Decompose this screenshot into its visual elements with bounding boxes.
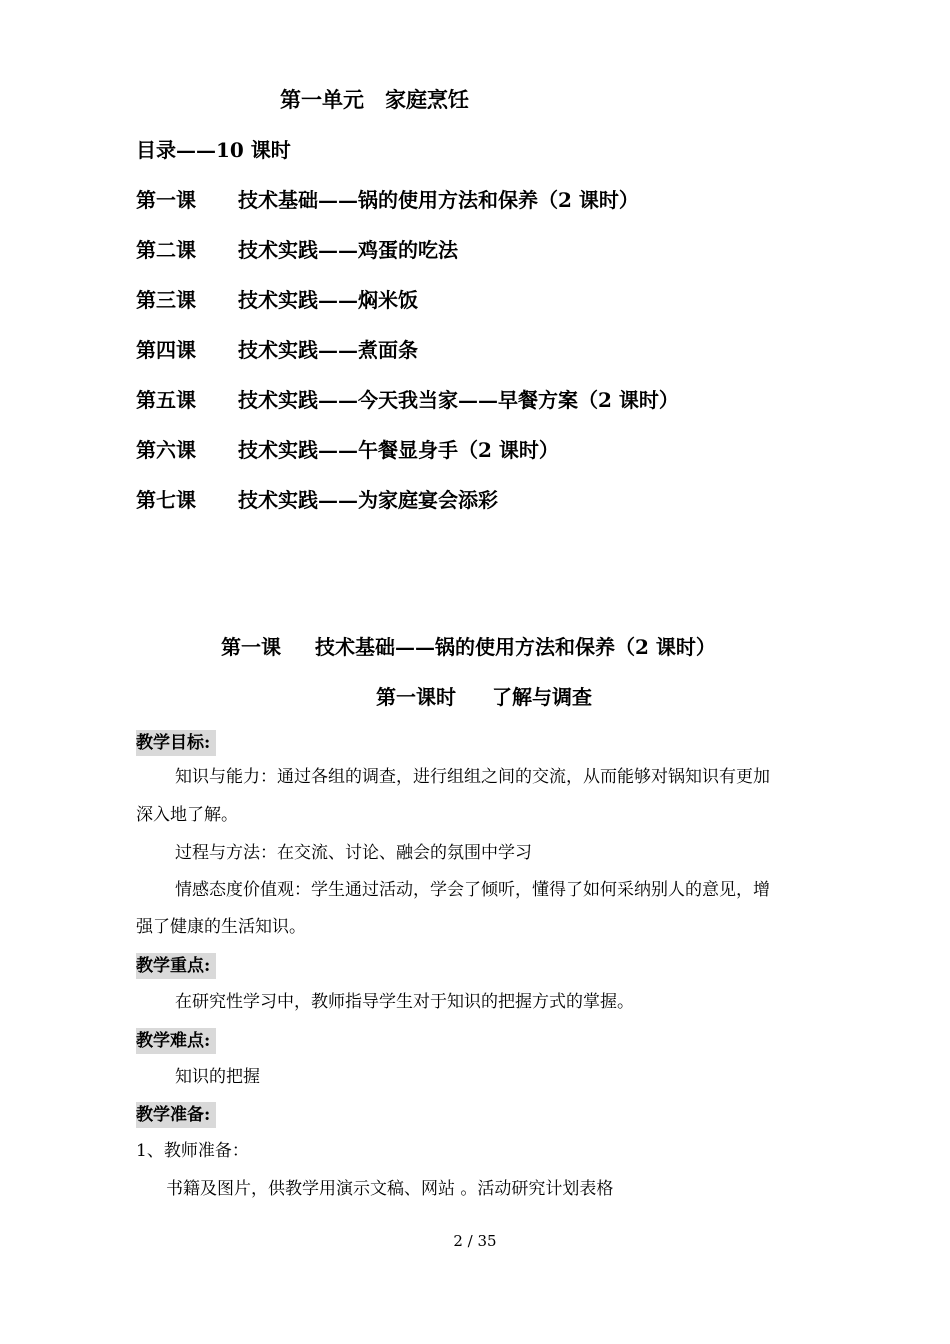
toc-item-title: 技术实践——鸡蛋的吃法: [238, 238, 458, 262]
toc-item-number: 第四课: [136, 338, 196, 362]
lesson-number: 第一课: [221, 635, 281, 659]
key-points-label: 教学重点:: [136, 953, 216, 979]
toc-item-number: 第一课: [136, 188, 196, 212]
toc-item: [136, 484, 498, 513]
preparation-label: 教学准备:: [136, 1102, 216, 1128]
key-points-text: 在研究性学习中，教师指导学生对于知识的把握方式的掌握。: [175, 992, 634, 1012]
difficulties-label: 教学难点:: [136, 1028, 216, 1054]
goals-knowledge-line1: 知识与能力：通过各组的调查，进行组组之间的交流，从而能够对锅知识有更加: [175, 767, 770, 787]
toc-item-title: 技术实践——煮面条: [238, 338, 418, 362]
toc-item-title: 技术基础——锅的使用方法和保养（2 课时）: [238, 188, 639, 212]
period-name: 了解与调查: [492, 685, 592, 709]
toc-item-number: 第六课: [136, 438, 196, 462]
goals-emotion-line1: 情感态度价值观：学生通过活动，学会了倾听，懂得了如何采纳别人的意见，增: [175, 880, 770, 900]
goals-label: 教学目标:: [136, 730, 216, 756]
toc-item: [136, 434, 559, 463]
toc-item: [136, 284, 418, 313]
goals-knowledge-line2: 深入地了解。: [136, 805, 238, 825]
page-number: 2 / 35: [453, 1232, 497, 1250]
toc-item: [136, 334, 418, 363]
toc-item-number: 第七课: [136, 488, 196, 512]
goals-process: 过程与方法：在交流、讨论、融会的氛围中学习: [175, 843, 532, 863]
toc-item: [136, 184, 639, 213]
toc-item-title: 技术实践——为家庭宴会添彩: [238, 488, 498, 512]
preparation-item-1: 1、教师准备：: [136, 1141, 249, 1161]
toc-item: [136, 234, 458, 263]
toc-item-number: 第三课: [136, 288, 196, 312]
lesson-title: [221, 631, 716, 660]
unit-title: 第一单元 家庭烹饪: [280, 87, 469, 112]
toc-heading: 目录——10 课时: [136, 138, 291, 162]
period-title: [376, 681, 592, 710]
difficulties-text: 知识的把握: [175, 1067, 260, 1087]
lesson-name: 技术基础——锅的使用方法和保养（2 课时）: [315, 635, 716, 659]
toc-item-title: 技术实践——焖米饭: [238, 288, 418, 312]
preparation-item-1-detail: 书籍及图片，供教学用演示文稿、网站 。活动研究计划表格: [166, 1179, 614, 1199]
toc-item-number: 第五课: [136, 388, 196, 412]
toc-item-number: 第二课: [136, 238, 196, 262]
period-number: 第一课时: [376, 685, 456, 709]
toc-item-title: 技术实践——今天我当家——早餐方案（2 课时）: [238, 388, 679, 412]
goals-emotion-line2: 强了健康的生活知识。: [136, 917, 306, 937]
toc-item: [136, 384, 679, 413]
toc-item-title: 技术实践——午餐显身手（2 课时）: [238, 438, 559, 462]
